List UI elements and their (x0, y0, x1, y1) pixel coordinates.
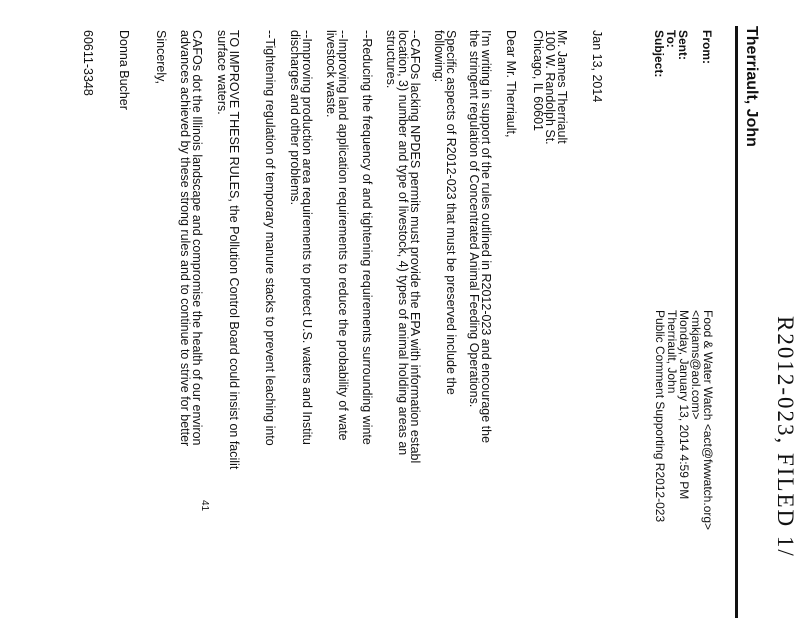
aspects-line-2: following: (432, 30, 446, 83)
bullet-3-line-1: --Improving land application requirements to reduce the probability of wate (336, 30, 350, 441)
subject-label: Subject: (652, 30, 666, 78)
address-line-1: Mr. James Therriault (555, 30, 569, 144)
from-email: <mkjams@aol.com> (689, 310, 703, 420)
bullet-1-line-3: structures. (384, 30, 398, 89)
aspects-line-1: Specific aspects of R2012-023 that must be preserved include the (444, 30, 458, 395)
filing-stamp: R2012-023, FILED 1/ (773, 316, 798, 558)
improve-line-2: surface waters. (215, 30, 229, 115)
bullet-3-line-2: livestock waste. (324, 30, 338, 118)
salutation: Dear Mr. Therriault, (504, 30, 518, 138)
bullet-2-line-1: --Reducing the frequency of and tightening requirements surrounding winte (360, 30, 374, 445)
bullet-4-line-2: discharges and other problems. (288, 30, 302, 206)
bullet-5-line-1: --Tightening regulation of temporary manure stacks to prevent leaching into (263, 30, 277, 446)
page-number: 41 (199, 500, 210, 512)
address-line-3: Chicago, IL 60601 (531, 30, 545, 132)
closing-para-line-1: CAFOs dot the Illinois landscape and compromise the health of our environ (190, 30, 204, 446)
signer-name: Donna Bucher (117, 30, 131, 110)
sender-name: Therriault, John (743, 26, 760, 147)
bullet-1-line-1: --CAFOs lacking NPDES permits must provide the EPA with information establ (408, 30, 422, 464)
from-label: From: (700, 30, 714, 64)
to-value: Therriault, John (665, 310, 679, 394)
closing-para-line-2: advances achieved by these strong rules and to continue to strive for better (178, 30, 192, 447)
from-value: Food & Water Watch <act@fwwatch.org> (701, 310, 715, 531)
bullet-1-line-2: location, 3) number and type of livestock, 4) types of animal holding areas an (396, 30, 410, 456)
bullet-4-line-1: --Improving production area requirements to protect U.S. waters and Institu (300, 30, 314, 445)
address-line-2: 100 W. Randolph St. (543, 30, 557, 145)
sign-off: Sincerely, (154, 30, 168, 84)
letter-date: Jan 13, 2014 (590, 30, 604, 103)
intro-line-1: I'm writing in support of the rules outlined in R2012-023 and encourage the (479, 30, 493, 444)
intro-line-2: the stringent regulation of Concentrated Animal Feeding Operations. (467, 30, 481, 408)
header-divider (735, 26, 738, 618)
sent-value: Monday, January 13, 2014 4:59 PM (677, 310, 691, 500)
subject-value: Public Comment Supporting R2012-023 (653, 310, 667, 523)
to-label: To: (664, 30, 678, 48)
sent-label: Sent: (676, 30, 690, 60)
signer-zip: 60611-3348 (81, 30, 95, 96)
improve-line-1: TO IMPROVE THESE RULES, the Pollution Control Board could insist on facilit (227, 30, 241, 470)
